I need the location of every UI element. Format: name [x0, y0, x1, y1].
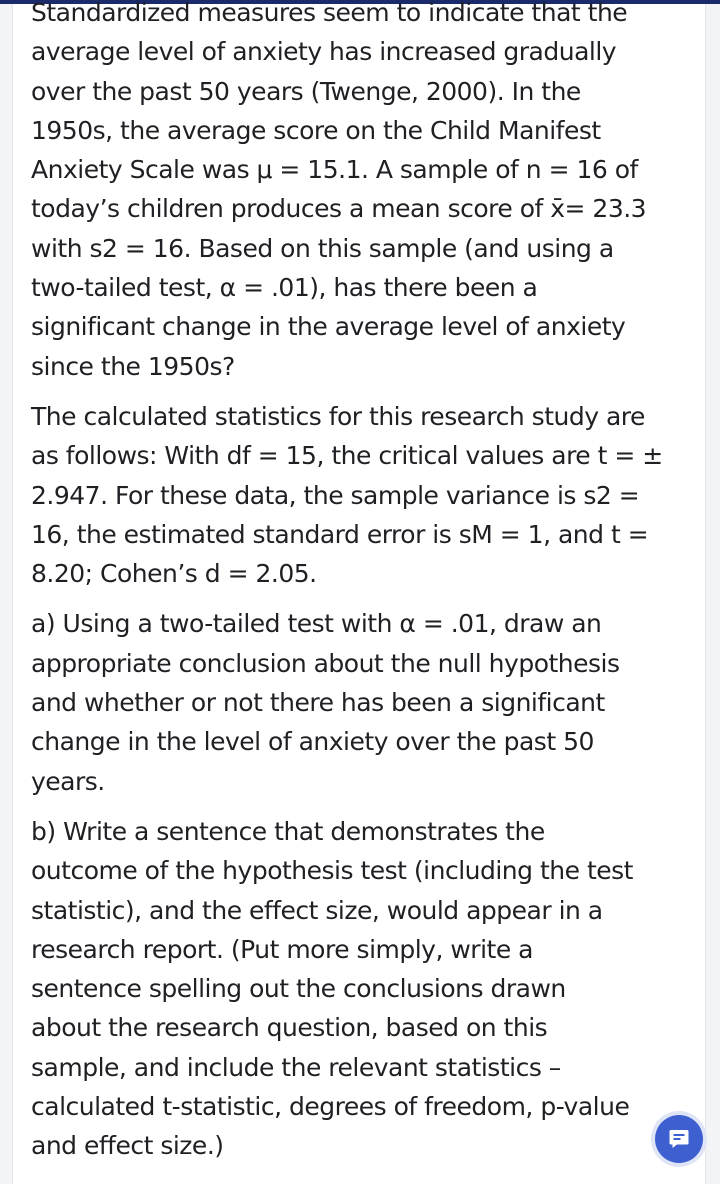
line: and whether or not there has been a significant	[31, 688, 605, 718]
question-card	[12, 0, 706, 1184]
line: 2.947. For these data, the sample variance is s2 =	[31, 480, 640, 510]
paragraph-part-b	[31, 812, 697, 1166]
line: outcome of the hypothesis test (including the test	[31, 856, 633, 886]
line: as follows: With df = 15, the critical values are t = ±	[31, 441, 663, 471]
line: appropriate conclusion about the null hypothesis	[31, 648, 620, 678]
paragraph-statistics	[31, 397, 697, 593]
line: 1950s, the average score on the Child Manifest	[31, 115, 601, 145]
line: 16, the estimated standard error is sM = 1, and t =	[31, 519, 649, 549]
paragraph-part-a	[31, 604, 697, 800]
line: a) Using a two-tailed test with α = .01, draw an	[31, 609, 602, 639]
line: and effect size.)	[31, 1131, 224, 1161]
line: since the 1950s?	[31, 351, 235, 381]
chat-feedback-icon	[667, 1127, 691, 1151]
line: average level of anxiety has increased gradually	[31, 37, 617, 67]
line: change in the level of anxiety over the past 50	[31, 727, 594, 757]
paragraph-problem	[31, 0, 697, 386]
line: significant change in the average level of anxiety	[31, 312, 626, 342]
line: calculated t-statistic, degrees of freedom, p-value	[31, 1092, 630, 1122]
line: with s2 = 16. Based on this sample (and using a	[31, 233, 614, 263]
line: 8.20; Cohen’s d = 2.05.	[31, 559, 317, 589]
line: statistic), and the effect size, would appear in a	[31, 895, 603, 925]
line: sample, and include the relevant statistics –	[31, 1052, 561, 1082]
line: sentence spelling out the conclusions drawn	[31, 974, 566, 1004]
line: b) Write a sentence that demonstrates the	[31, 816, 545, 846]
line: Anxiety Scale was μ = 15.1. A sample of n = 16 of	[31, 155, 638, 185]
line: today’s children produces a mean score of x̄= 23.3	[31, 194, 647, 224]
line: The calculated statistics for this research study are	[31, 401, 645, 431]
feedback-button[interactable]	[655, 1115, 703, 1163]
line: over the past 50 years (Twenge, 2000). In the	[31, 76, 581, 106]
line: two-tailed test, α = .01), has there been a	[31, 273, 538, 303]
line: years.	[31, 766, 105, 796]
question-text	[31, 0, 697, 1177]
line: Standardized measures seem to indicate that the	[31, 0, 628, 27]
line: research report. (Put more simply, write a	[31, 934, 533, 964]
line: about the research question, based on this	[31, 1013, 548, 1043]
